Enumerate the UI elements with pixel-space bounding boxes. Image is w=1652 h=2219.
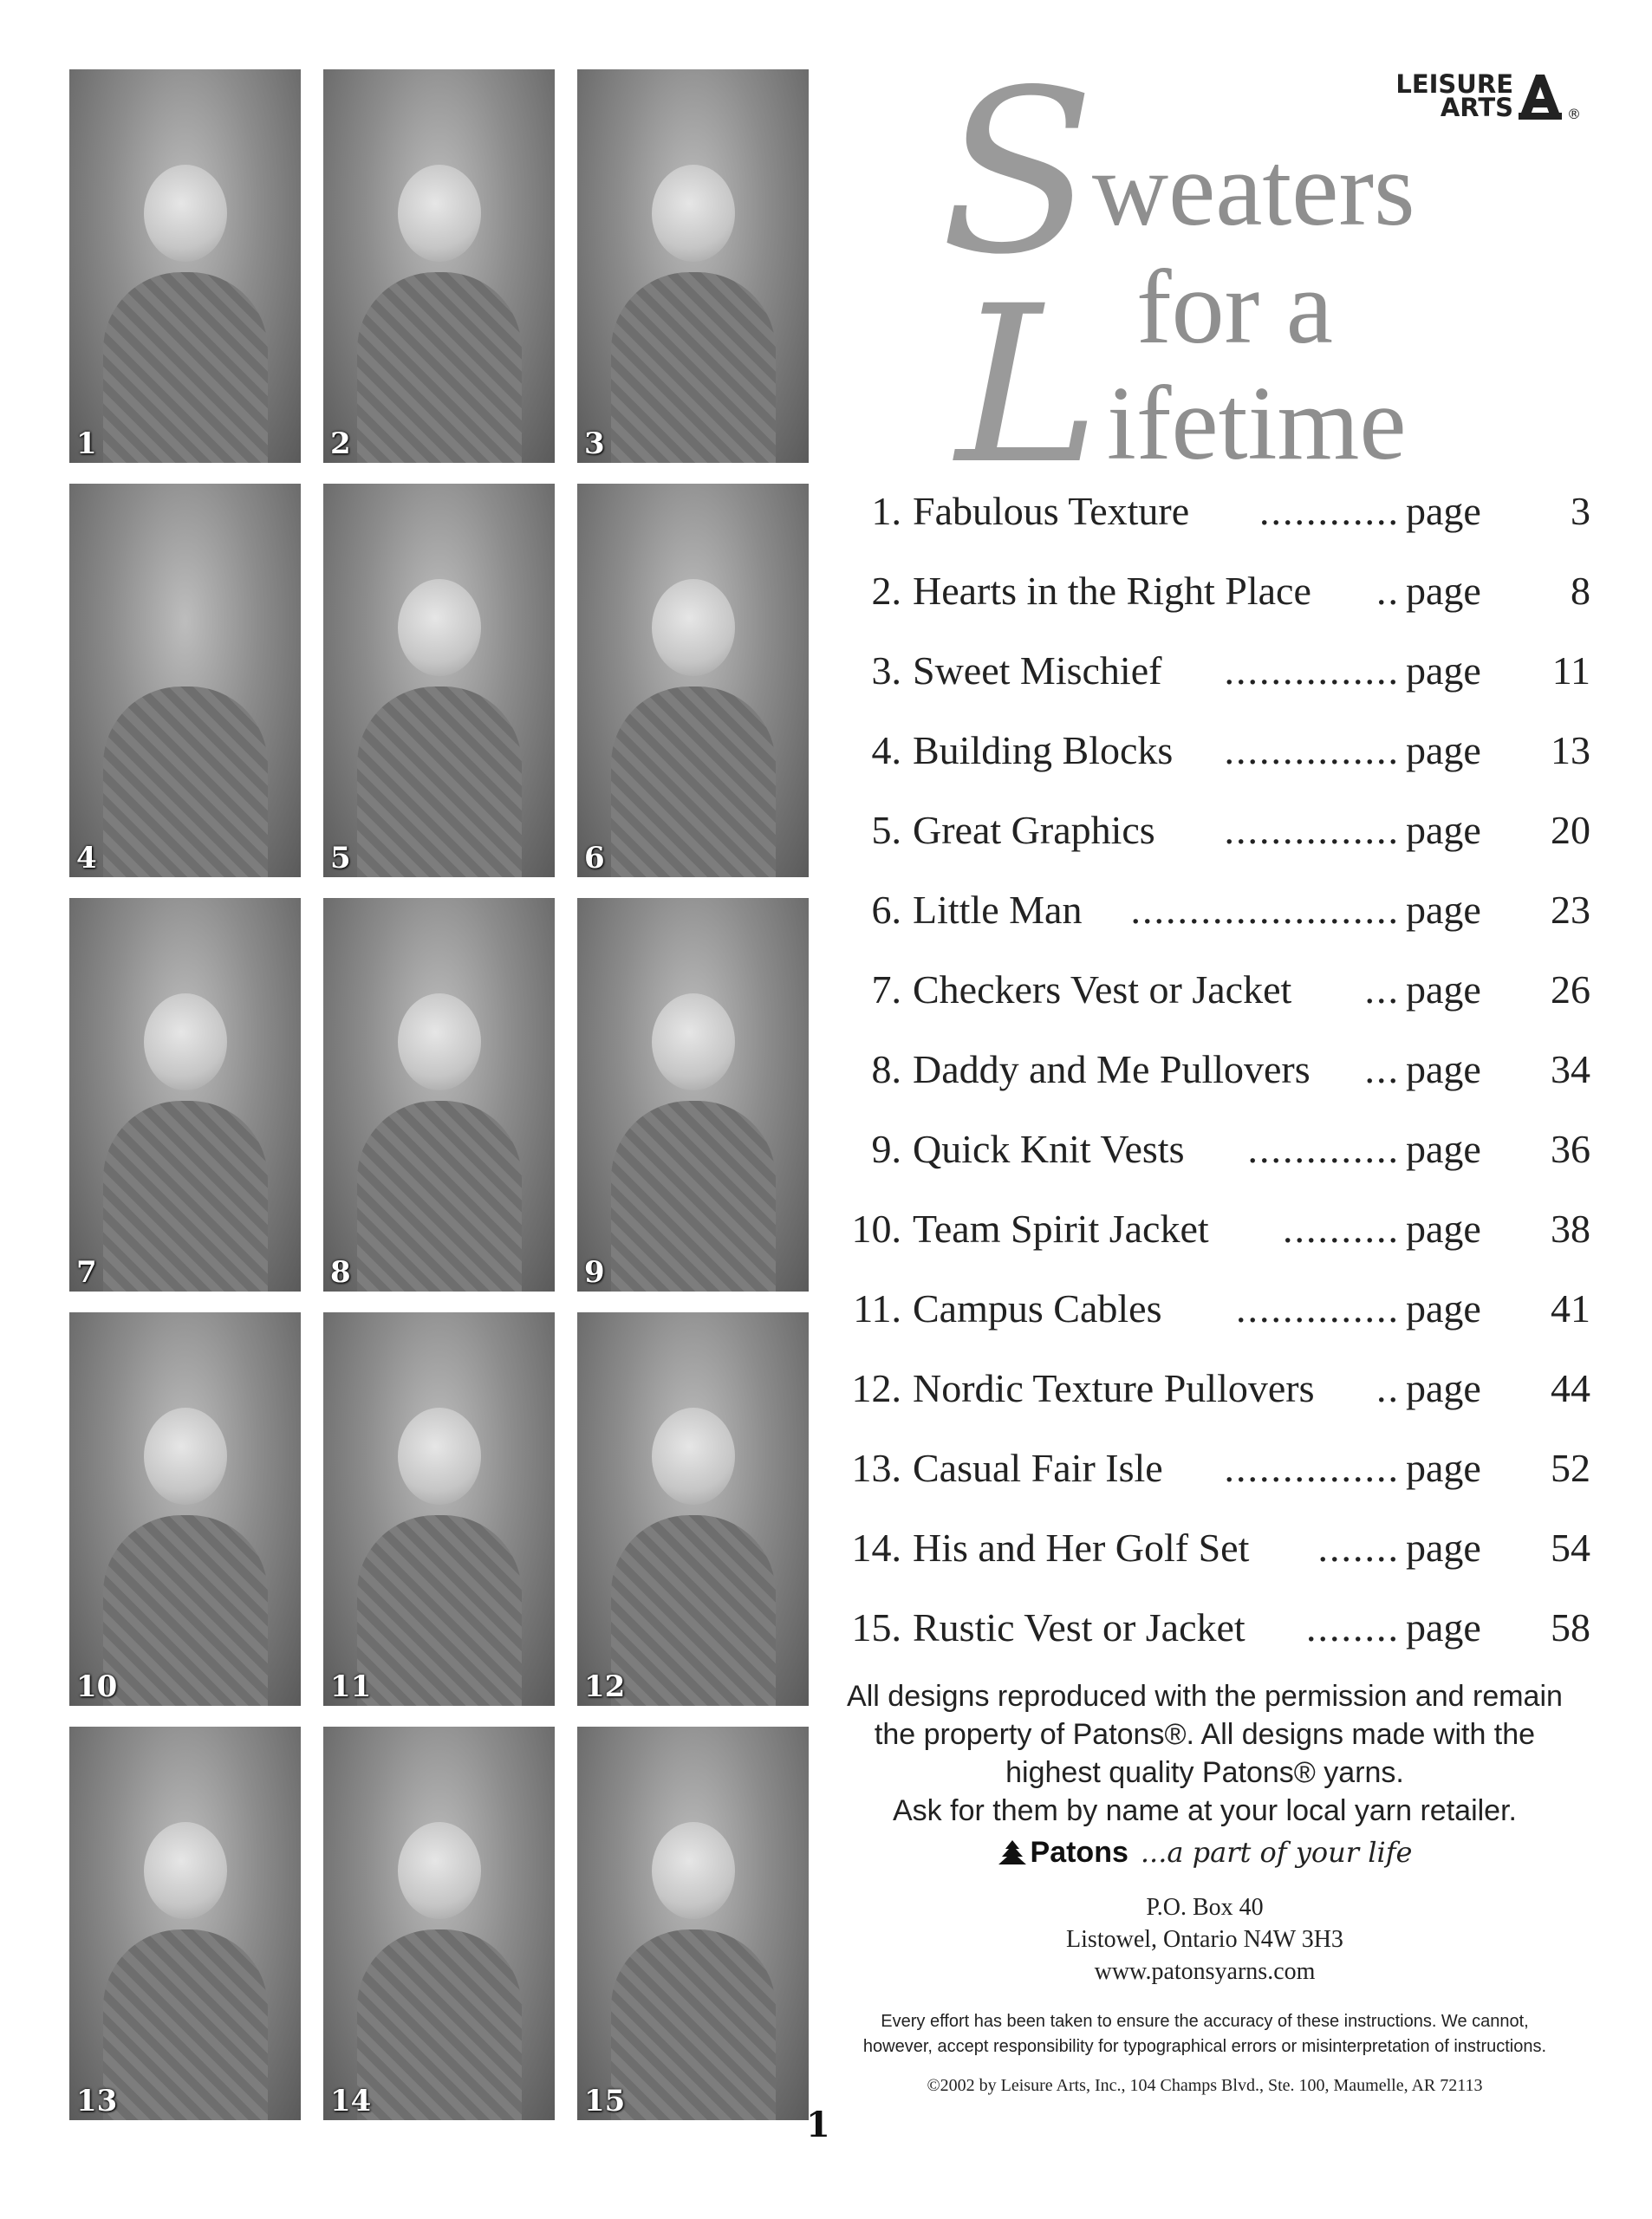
photo-6 bbox=[577, 484, 809, 877]
photo-number: 2 bbox=[330, 426, 351, 461]
photo-2 bbox=[323, 69, 555, 463]
toc-leader-dots: .. bbox=[1376, 1366, 1400, 1410]
toc-entry bbox=[828, 955, 1590, 1025]
toc-leader-dots: ............... bbox=[1224, 728, 1400, 772]
photo-1 bbox=[69, 69, 301, 463]
toc-page-number: 38 bbox=[1551, 1207, 1590, 1251]
toc-title: Daddy and Me Pullovers bbox=[913, 1047, 1311, 1091]
photo-3 bbox=[577, 69, 809, 463]
credits-line: Ask for them by name at your local yarn retailer. bbox=[893, 1794, 1517, 1827]
toc-leader-dots: .. bbox=[1376, 569, 1400, 613]
toc-title: Hearts in the Right Place bbox=[913, 569, 1311, 613]
logo-line-2: ARTS bbox=[1440, 93, 1513, 122]
toc-entry bbox=[828, 796, 1590, 865]
address-line: Listowel, Ontario N4W 3H3 bbox=[1066, 1926, 1343, 1953]
photo-15 bbox=[577, 1727, 809, 2120]
toc-page-number: 11 bbox=[1551, 648, 1590, 693]
toc-number: 8. bbox=[871, 1047, 901, 1091]
toc-title: Rustic Vest or Jacket bbox=[913, 1605, 1246, 1650]
toc-entry bbox=[828, 1513, 1590, 1583]
toc-page-label: page bbox=[1406, 1286, 1481, 1331]
credits-line: highest quality Patons® yarns. bbox=[1005, 1756, 1404, 1789]
toc-number: 15. bbox=[851, 1605, 901, 1650]
toc-number: 6. bbox=[871, 888, 901, 932]
toc-page-number: 41 bbox=[1551, 1286, 1590, 1331]
photo-number: 3 bbox=[584, 426, 605, 461]
photo-9 bbox=[577, 898, 809, 1292]
photo-number: 7 bbox=[76, 1255, 97, 1290]
photo-number: 1 bbox=[76, 426, 97, 461]
title-word-sweaters: weaters bbox=[1092, 131, 1415, 248]
toc-page-label: page bbox=[1406, 1366, 1481, 1410]
patons-logo-text: Patons bbox=[1030, 1836, 1128, 1869]
photo-number: 5 bbox=[330, 841, 351, 875]
disclaimer-line: however, accept responsibility for typographical errors or misinterpretation of instructions. bbox=[862, 2037, 1547, 2056]
photo-8 bbox=[323, 898, 555, 1292]
toc-entry bbox=[828, 1274, 1590, 1344]
photo-number: 13 bbox=[76, 2084, 118, 2118]
toc-entry bbox=[828, 636, 1590, 706]
photo-4 bbox=[69, 484, 301, 877]
toc-page-number: 36 bbox=[1551, 1127, 1590, 1171]
photo-number: 10 bbox=[76, 1669, 118, 1704]
toc-leader-dots: ............... bbox=[1224, 808, 1400, 852]
photo-11 bbox=[323, 1312, 555, 1706]
toc-leader-dots: ............... bbox=[1224, 648, 1400, 693]
photo-number: 15 bbox=[584, 2084, 626, 2118]
toc-page-label: page bbox=[1406, 967, 1481, 1012]
toc-page-label: page bbox=[1406, 1446, 1481, 1490]
website-url: www.patonsyarns.com bbox=[1094, 1958, 1316, 1985]
toc-leader-dots: ............. bbox=[1247, 1127, 1400, 1171]
copyright-notice: ©2002 by Leisure Arts, Inc., 104 Champs Blvd., Ste. 100, Maumelle, AR 72113 bbox=[927, 2076, 1483, 2095]
toc-number: 4. bbox=[871, 728, 901, 772]
toc-leader-dots: ........ bbox=[1306, 1605, 1400, 1650]
photo-13 bbox=[69, 1727, 301, 2120]
toc-entry bbox=[828, 556, 1590, 626]
toc-entry bbox=[828, 716, 1590, 785]
title-initial-s: S bbox=[940, 42, 1096, 304]
toc-number: 13. bbox=[851, 1446, 901, 1490]
toc-leader-dots: ... bbox=[1364, 1047, 1400, 1091]
toc-page-label: page bbox=[1406, 489, 1481, 533]
page-number: 1 bbox=[806, 2105, 830, 2145]
toc-title: Casual Fair Isle bbox=[913, 1446, 1163, 1490]
toc-page-number: 3 bbox=[1571, 489, 1590, 533]
toc-leader-dots: ............... bbox=[1224, 1446, 1400, 1490]
toc-number: 10. bbox=[851, 1207, 901, 1251]
toc-number: 2. bbox=[871, 569, 901, 613]
toc-number: 12. bbox=[851, 1366, 901, 1410]
toc-number: 3. bbox=[871, 648, 901, 693]
toc-page-label: page bbox=[1406, 1047, 1481, 1091]
toc-page-label: page bbox=[1406, 728, 1481, 772]
toc-leader-dots: ....... bbox=[1317, 1526, 1400, 1570]
mailing-address bbox=[819, 1891, 1590, 1988]
address-line: P.O. Box 40 bbox=[1146, 1894, 1264, 1921]
credits-line: All designs reproduced with the permission and remain bbox=[847, 1680, 1563, 1713]
toc-page-number: 26 bbox=[1551, 967, 1590, 1012]
photo-number: 14 bbox=[330, 2084, 372, 2118]
toc-title: Campus Cables bbox=[913, 1286, 1162, 1331]
logo-line-1: LEISURE bbox=[1395, 69, 1513, 99]
toc-page-number: 8 bbox=[1571, 569, 1590, 613]
title-word-lifetime: ifetime bbox=[1107, 365, 1407, 482]
photo-number: 11 bbox=[330, 1669, 372, 1704]
logo-registered-mark: ® bbox=[1567, 106, 1581, 122]
toc-entry bbox=[828, 1354, 1590, 1423]
toc-title: Quick Knit Vests bbox=[913, 1127, 1185, 1171]
toc-entry bbox=[828, 875, 1590, 945]
toc-page-label: page bbox=[1406, 1207, 1481, 1251]
toc-title: Nordic Texture Pullovers bbox=[913, 1366, 1315, 1410]
toc-entry bbox=[828, 1035, 1590, 1104]
toc-page-label: page bbox=[1406, 888, 1481, 932]
photo-10 bbox=[69, 1312, 301, 1706]
toc-page-number: 58 bbox=[1551, 1605, 1590, 1650]
photo-12 bbox=[577, 1312, 809, 1706]
toc-entry bbox=[828, 1434, 1590, 1503]
toc-page-number: 34 bbox=[1551, 1047, 1590, 1091]
photo-number: 4 bbox=[76, 841, 97, 875]
toc-page-number: 20 bbox=[1551, 808, 1590, 852]
toc-leader-dots: .......... bbox=[1283, 1207, 1400, 1251]
photo-number: 6 bbox=[584, 841, 605, 875]
toc-number: 14. bbox=[851, 1526, 901, 1570]
toc-page-number: 44 bbox=[1551, 1366, 1590, 1410]
toc-entry bbox=[828, 1115, 1590, 1184]
toc-page-number: 54 bbox=[1551, 1526, 1590, 1570]
title-initial-l: L bbox=[956, 259, 1101, 511]
toc-page-label: page bbox=[1406, 569, 1481, 613]
photo-number: 12 bbox=[584, 1669, 626, 1704]
toc-leader-dots: .............. bbox=[1236, 1286, 1400, 1331]
photo-14 bbox=[323, 1727, 555, 2120]
toc-page-label: page bbox=[1406, 1526, 1481, 1570]
toc-number: 1. bbox=[871, 489, 901, 533]
toc-entry bbox=[828, 1194, 1590, 1264]
toc-title: Checkers Vest or Jacket bbox=[913, 967, 1292, 1012]
toc-title: His and Her Golf Set bbox=[913, 1526, 1250, 1570]
toc-title: Fabulous Texture bbox=[913, 489, 1190, 533]
toc-title: Team Spirit Jacket bbox=[913, 1207, 1209, 1251]
title-words-for-a: for a bbox=[1136, 249, 1333, 366]
toc-title: Building Blocks bbox=[913, 728, 1174, 772]
toc-number: 9. bbox=[871, 1127, 901, 1171]
toc-leader-dots: ....................... bbox=[1130, 888, 1400, 932]
disclaimer bbox=[819, 2009, 1590, 2060]
patons-tree-icon bbox=[998, 1839, 1027, 1865]
toc-page-label: page bbox=[1406, 1127, 1481, 1171]
toc-entry bbox=[828, 1593, 1590, 1663]
toc-title: Great Graphics bbox=[913, 808, 1155, 852]
patons-brand-line bbox=[819, 1836, 1590, 1888]
toc-number: 7. bbox=[871, 967, 901, 1012]
credits-paragraph bbox=[819, 1677, 1590, 1830]
toc-number: 5. bbox=[871, 808, 901, 852]
toc-page-number: 52 bbox=[1551, 1446, 1590, 1490]
photo-5 bbox=[323, 484, 555, 877]
photo-number: 8 bbox=[330, 1255, 351, 1290]
patons-tagline: ...a part of your life bbox=[1140, 1836, 1413, 1869]
toc-number: 11. bbox=[853, 1286, 901, 1331]
toc-page-number: 23 bbox=[1551, 888, 1590, 932]
toc-leader-dots: ............ bbox=[1259, 489, 1400, 533]
toc-leader-dots: ... bbox=[1364, 967, 1400, 1012]
disclaimer-line: Every effort has been taken to ensure the accuracy of these instructions. We cannot, bbox=[881, 2012, 1529, 2031]
credits-line: the property of Patons®. All designs made with the bbox=[874, 1718, 1536, 1751]
photo-7 bbox=[69, 898, 301, 1292]
toc-page-label: page bbox=[1406, 1605, 1481, 1650]
toc-page-number: 13 bbox=[1551, 728, 1590, 772]
toc-entry bbox=[828, 477, 1590, 546]
toc-page-label: page bbox=[1406, 808, 1481, 852]
toc-title: Sweet Mischief bbox=[913, 648, 1162, 693]
photo-number: 9 bbox=[584, 1255, 605, 1290]
toc-title: Little Man bbox=[913, 888, 1083, 932]
toc-page-label: page bbox=[1406, 648, 1481, 693]
